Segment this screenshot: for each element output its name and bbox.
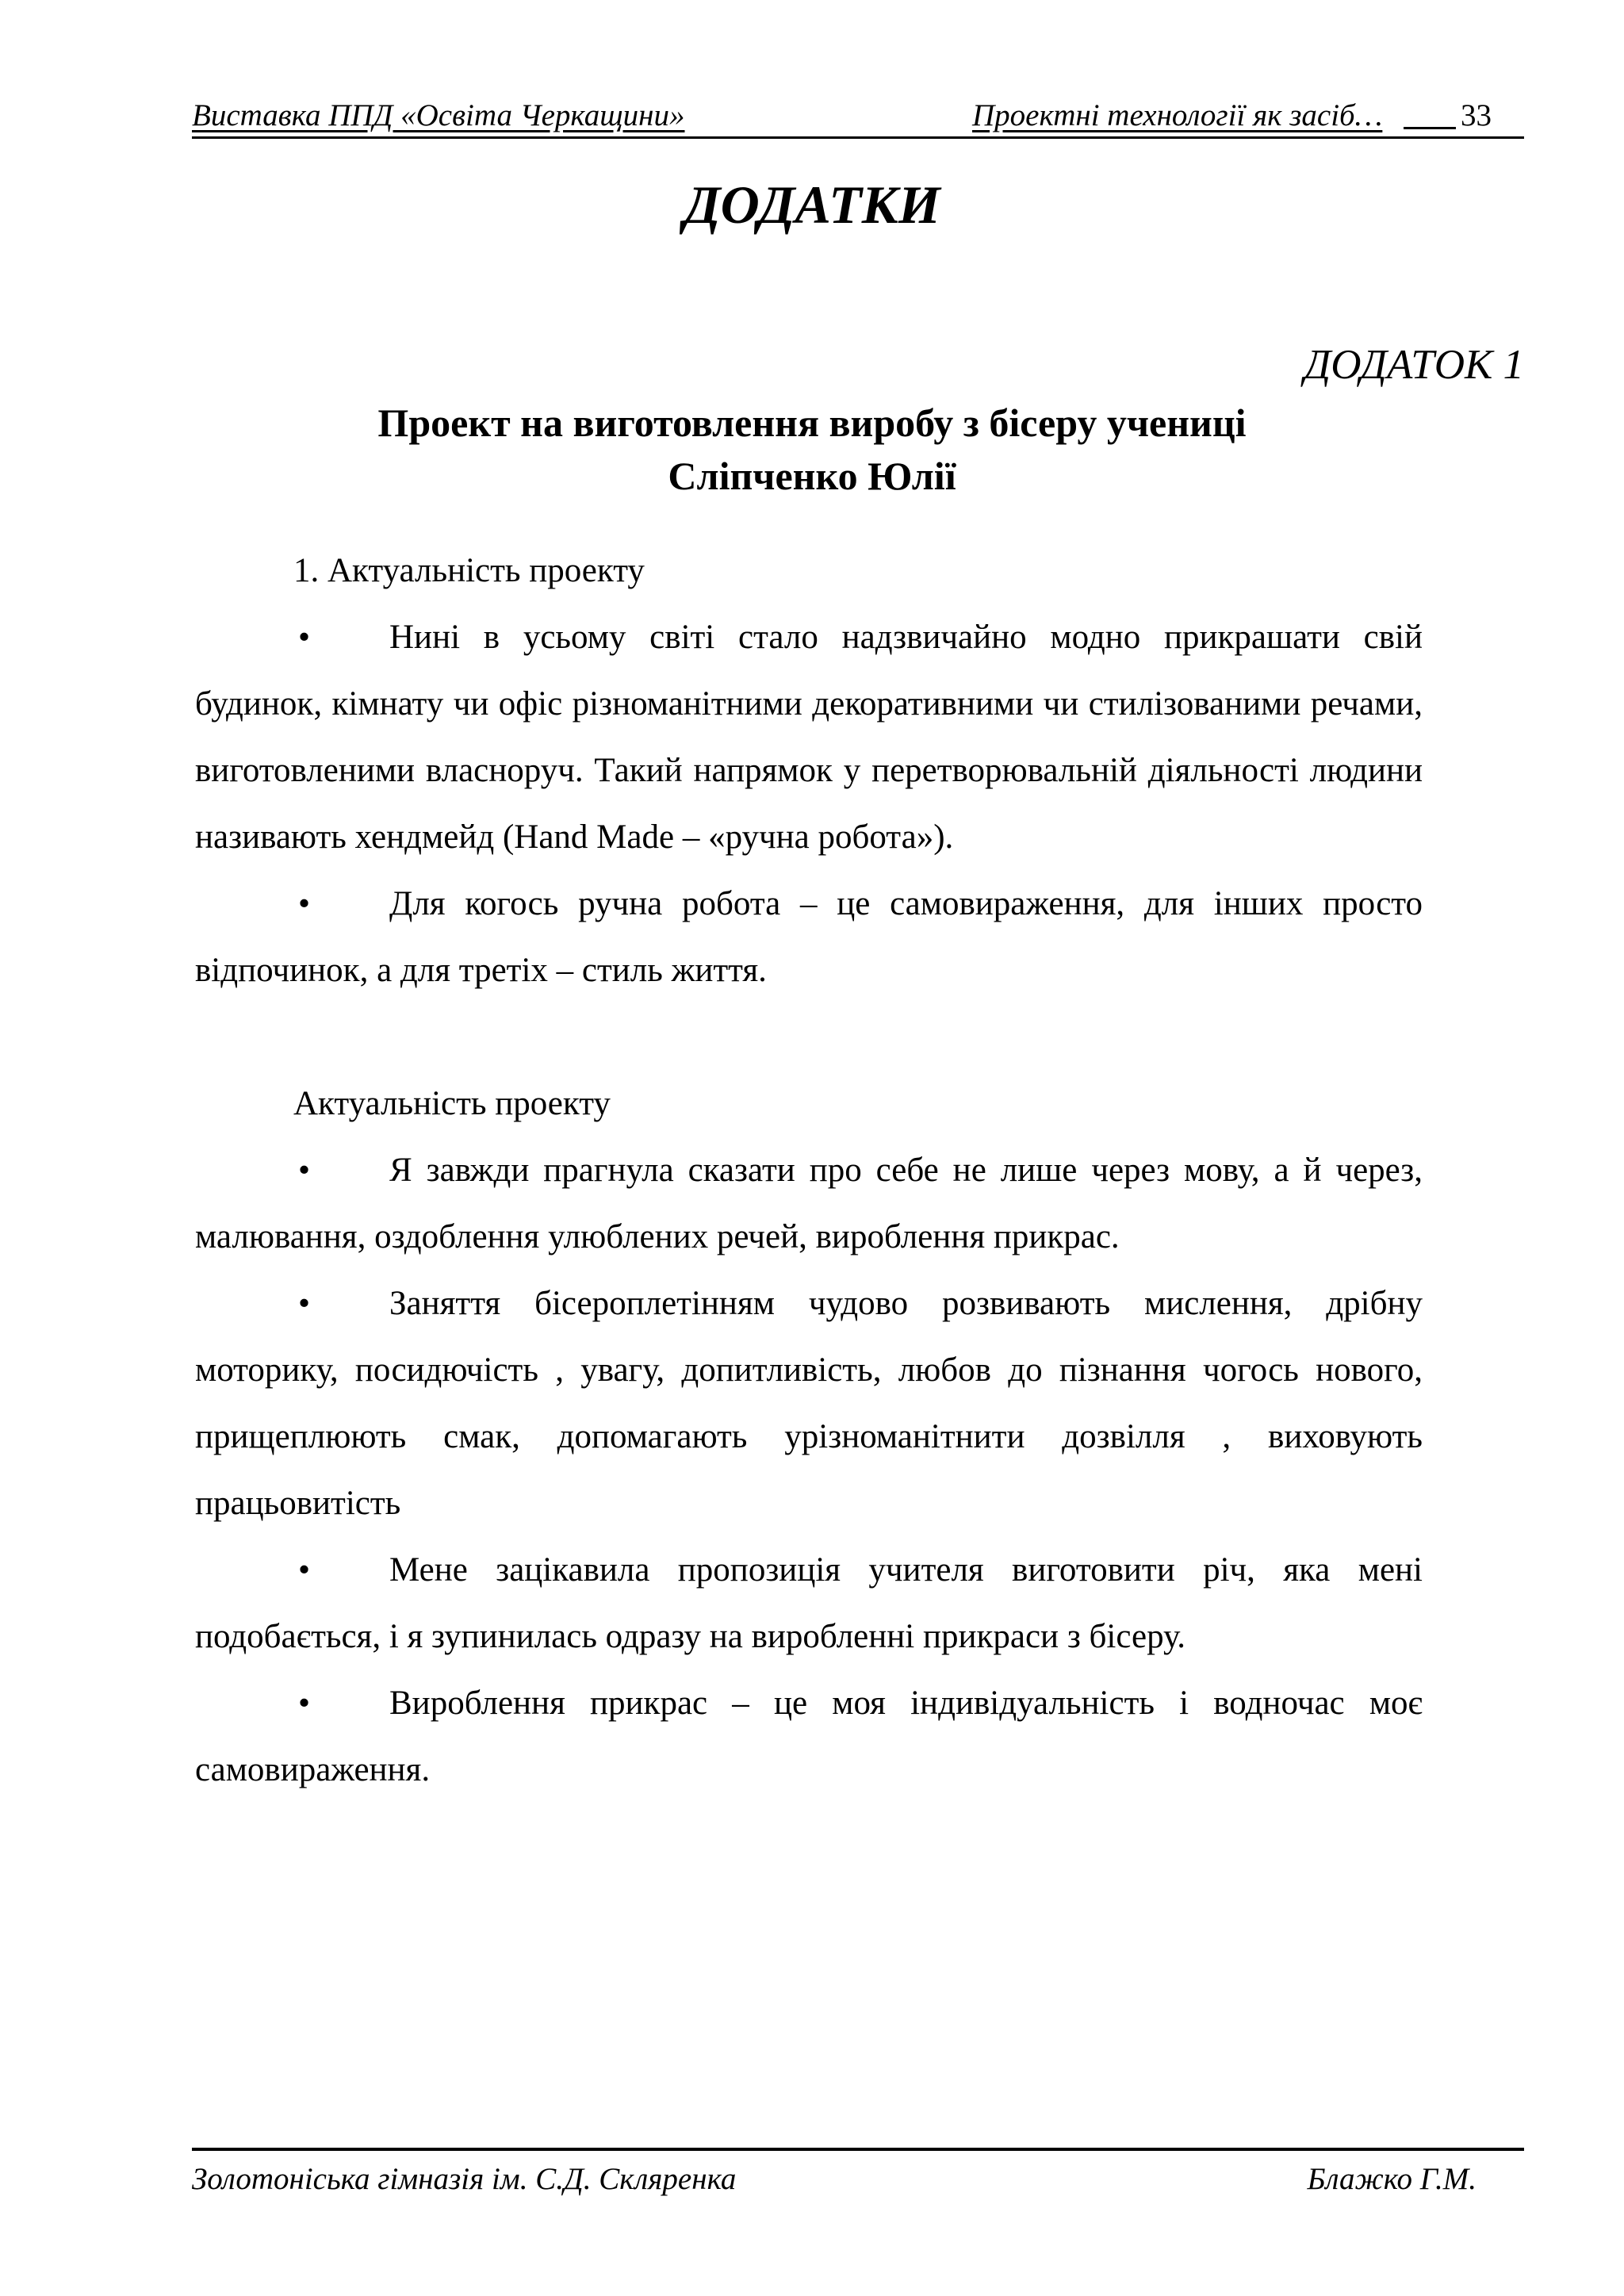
bullet-paragraph <box>195 871 1423 1004</box>
footer-school: Золотоніська гімназія ім. С.Д. Скляренка <box>192 2162 737 2196</box>
footer-rule <box>192 2148 1524 2151</box>
section-spacer <box>195 1004 1423 1071</box>
bullet-paragraph <box>195 1537 1423 1670</box>
project-title-line-1: Проект на виготовлення виробу з бісеру учениці <box>377 401 1247 445</box>
header-document-title: Проектні технології як засіб… <box>972 98 1383 132</box>
bullet-icon: • <box>298 1152 311 1189</box>
bullet-icon: • <box>298 1285 311 1322</box>
bullet-text: Я завжди прагнула сказати про себе не лише через мову, а й через, малювання, оздоблення улюблених речей, вироблення прикрас. <box>195 1152 1423 1255</box>
main-title: ДОДАТКИ <box>684 174 940 235</box>
bullet-paragraph <box>195 1271 1423 1537</box>
running-header <box>192 94 1524 138</box>
header-underline-gap <box>1404 127 1456 129</box>
bullet-paragraph <box>195 1670 1423 1803</box>
bullet-icon: • <box>298 619 311 656</box>
bullet-text: Вироблення прикрас – це моя індивідуальність і водночас моє самовираження. <box>195 1685 1423 1788</box>
header-exhibition-title: Виставка ППД «Освіта Черкащини» <box>192 98 685 132</box>
bullet-text: Нині в усьому світі стало надзвичайно модно прикрашати свій будинок, кімнату чи офіс різноманітними декоративними чи стилізованими речами, виготовленими власноруч. Такий напрямок у перетворювальній діяльності людини називають хендмейд (Hand Made – «ручна робота»). <box>195 619 1423 856</box>
appendix-label: ДОДАТОК 1 <box>1304 342 1524 388</box>
running-footer <box>192 2156 1524 2203</box>
header-rule <box>192 136 1524 139</box>
section-heading: Актуальність проекту <box>293 1085 611 1122</box>
bullet-text: Для когось ручна робота – це самовираження, для інших просто відпочинок, а для третіх – стиль життя. <box>195 885 1423 989</box>
bullet-paragraph <box>195 1137 1423 1271</box>
project-title <box>0 397 1624 503</box>
bullet-paragraph <box>195 604 1423 871</box>
bullet-icon: • <box>298 1685 311 1722</box>
bullet-text: Мене зацікавила пропозиція учителя виготовити річ, яка мені подобається, і я зупинилась одразу на виробленні прикраси з бісеру. <box>195 1551 1423 1655</box>
footer-author: Блажко Г.М. <box>1307 2162 1477 2196</box>
bullet-icon: • <box>298 1551 311 1589</box>
page-number: 33 <box>1461 98 1492 132</box>
section-heading: 1. Актуальність проекту <box>293 552 645 589</box>
project-title-line-2: Сліпченко Юлії <box>668 454 956 498</box>
bullet-text: Заняття бісероплетінням чудово розвивають мислення, дрібну моторику, посидючість , увагу, допитливість, любов до пізнання чогось нового, прищеплюють смак, допомагають урізноманітнити дозвілля , виховують працьовитість <box>195 1285 1423 1522</box>
document-body <box>195 538 1423 1803</box>
bullet-icon: • <box>298 885 311 922</box>
